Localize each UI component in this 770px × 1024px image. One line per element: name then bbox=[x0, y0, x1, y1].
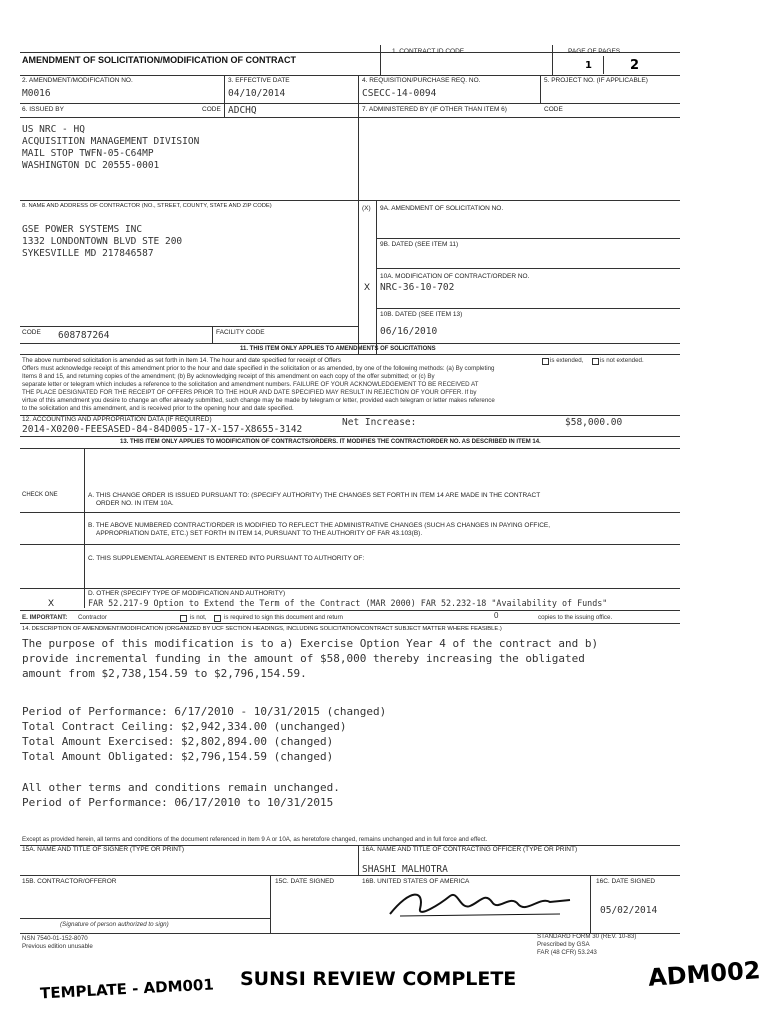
item11-line-3: Items 8 and 15, and returning copies of the amendment; (b) By acknowledging receipt of this amendment on each copy of the offer submitted; or (c) By bbox=[22, 373, 435, 380]
not-extended-checkbox[interactable] bbox=[592, 358, 599, 365]
issuer-line-2: ACQUISITION MANAGEMENT DIVISION bbox=[22, 136, 200, 147]
item12-label: 12. ACCOUNTING AND APPROPRIATION DATA (IF REQUIRED) bbox=[22, 416, 212, 423]
contractor-code-value: 608787264 bbox=[58, 330, 110, 341]
effective-date-label: 3. EFFECTIVE DATE bbox=[228, 77, 290, 84]
item13-d-line: D. OTHER (SPECIFY TYPE OF MODIFICATION AND AUTHORITY) bbox=[88, 590, 286, 597]
item14-line-7: Total Amount Exercised: $2,802,894.00 (changed) bbox=[22, 735, 334, 748]
label-15c: 15C. DATE SIGNED bbox=[275, 878, 335, 885]
item12-value: 2014-X0200-FEESASED-84-84D005-17-X-157-X8655-3142 bbox=[22, 424, 303, 435]
contractor-line-1: GSE POWER SYSTEMS INC bbox=[22, 224, 143, 235]
item10b-value: 06/16/2010 bbox=[380, 326, 438, 337]
item10a-check-mark: X bbox=[364, 282, 371, 292]
amendment-label: 2. AMENDMENT/MODIFICATION NO. bbox=[22, 77, 133, 84]
issuer-code-value: ADCHQ bbox=[228, 105, 257, 116]
officer-name: SHASHI MALHOTRA bbox=[362, 864, 448, 875]
item14-line-6: Total Contract Ceiling: $2,942,334.00 (unchanged) bbox=[22, 720, 347, 733]
item11-title: 11. THIS ITEM ONLY APPLIES TO AMENDMENTS OF SOLICITATIONS bbox=[240, 346, 436, 352]
item10a-value: NRC-36-10-702 bbox=[380, 282, 455, 293]
except-text: Except as provided herein, all terms and conditions of the document referenced in Item 9 A or 10A, as heretofore changed, remains unchanged and in full force and effect. bbox=[22, 836, 488, 843]
item11-line-4: separate letter or telegram which includes a reference to the solicitation and amendment numbers. FAILURE OF YOUR ACKNOWLEDGEMENT TO BE RECEIVED AT bbox=[22, 381, 479, 388]
item13-a-line2: ORDER NO. IN ITEM 10A. bbox=[96, 500, 174, 507]
item14-label: 14. DESCRIPTION OF AMENDMENT/MODIFICATION (ORGANIZED BY UCF SECTION HEADINGS, INCLUDING SOLICITATION/CONTRACT SUBJECT MATTER WHERE FEASIBLE.) bbox=[22, 626, 502, 632]
effective-date-value: 04/10/2014 bbox=[228, 88, 286, 99]
std-form: STANDARD FORM 30 (REV. 10-83) bbox=[537, 933, 637, 940]
item13-title: 13. THIS ITEM ONLY APPLIES TO MODIFICATION OF CONTRACTS/ORDERS. IT MODIFIES THE CONTRACT/ORDER NO. AS DESCRIBED IN ITEM 14. bbox=[120, 439, 541, 445]
amendment-value: M0016 bbox=[22, 88, 51, 99]
issued-by-label: 6. ISSUED BY bbox=[22, 106, 64, 113]
issuer-line-4: WASHINGTON DC 20555-0001 bbox=[22, 160, 160, 171]
item9a-prefix: (X) bbox=[362, 205, 371, 212]
administered-label: 7. ADMINISTERED BY (IF OTHER THAN ITEM 6) bbox=[362, 106, 507, 113]
page-number: 1 bbox=[585, 60, 592, 71]
is-required-checkbox[interactable] bbox=[214, 615, 221, 622]
item13-a-line1: A. THIS CHANGE ORDER IS ISSUED PURSUANT TO: (SPECIFY AUTHORITY) THE CHANGES SET FORTH IN ITEM 14 ARE MADE IN THE CONTRACT bbox=[88, 492, 541, 499]
label-15b: 15B. CONTRACTOR/OFFEROR bbox=[22, 878, 117, 885]
total-pages: 2 bbox=[630, 58, 640, 73]
is-required-text: is required to sign this document and return bbox=[224, 614, 344, 621]
code-label: CODE bbox=[202, 106, 221, 113]
item14-line-1: The purpose of this modification is to a) Exercise Option Year 4 of the contract and b) bbox=[22, 637, 599, 650]
item14-line-3: amount from $2,738,154.59 to $2,796,154.59. bbox=[22, 667, 307, 680]
adm-stamp: ADM002 bbox=[647, 956, 762, 992]
item13-d-value: FAR 52.217-9 Option to Extend the Term of the Contract (MAR 2000) FAR 52.232-18 "Availability of Funds" bbox=[88, 598, 608, 608]
item13-d-mark: X bbox=[48, 598, 55, 608]
label-16b: 16B. UNITED STATES OF AMERICA bbox=[362, 878, 470, 885]
copies-text: copies to the issuing office. bbox=[538, 614, 613, 621]
extended-checkbox[interactable] bbox=[542, 358, 549, 365]
prescribed: Prescribed by GSA bbox=[537, 941, 590, 948]
important-label: E. IMPORTANT: bbox=[22, 614, 68, 621]
requisition-label: 4. REQUISITION/PURCHASE REQ. NO. bbox=[362, 77, 481, 84]
prev-edition: Previous edition unusable bbox=[22, 943, 93, 950]
label-16a: 16A. NAME AND TITLE OF CONTRACTING OFFICER (TYPE OR PRINT) bbox=[362, 846, 578, 853]
is-extended-text: is extended, bbox=[550, 357, 584, 364]
requisition-value: CSECC-14-0094 bbox=[362, 88, 437, 99]
copies-value: 0 bbox=[494, 611, 499, 620]
facility-code-label: FACILITY CODE bbox=[216, 329, 265, 336]
signature bbox=[380, 884, 580, 924]
label-16c: 16C. DATE SIGNED bbox=[596, 878, 656, 885]
contractor-code-label: CODE bbox=[22, 329, 41, 336]
net-increase-label: Net Increase: bbox=[342, 417, 417, 428]
check-one-label: CHECK ONE bbox=[22, 492, 58, 498]
item14-line-8: Total Amount Obligated: $2,796,154.59 (changed) bbox=[22, 750, 334, 763]
item9a-label: 9A. AMENDMENT OF SOLICITATION NO. bbox=[380, 205, 504, 212]
template-stamp: TEMPLATE - ADM001 bbox=[39, 975, 215, 1003]
item11-line-6: virtue of this amendment you desire to change an offer already submitted, such change may be made by telegram or letter, provided each telegram or letter makes reference bbox=[22, 397, 495, 404]
item11-line-7: to the solicitation and this amendment, and is received prior to the opening hour and date specified. bbox=[22, 405, 294, 412]
issuer-line-1: US NRC - HQ bbox=[22, 124, 85, 135]
is-not-extended-text: is not extended. bbox=[600, 357, 644, 364]
contractor-text: Contractor bbox=[78, 614, 107, 621]
item10b-label: 10B. DATED (SEE ITEM 13) bbox=[380, 311, 463, 318]
item13-b-line2: APPROPRIATION DATE, ETC.) SET FORTH IN ITEM 14, PURSUANT TO THE AUTHORITY OF FAR 43.103(B). bbox=[96, 530, 423, 537]
contractor-line-3: SYKESVILLE MD 217846587 bbox=[22, 248, 154, 259]
item14-line-11: Period of Performance: 06/17/2010 to 10/31/2015 bbox=[22, 796, 334, 809]
label-15a: 15A. NAME AND TITLE OF SIGNER (TYPE OR PRINT) bbox=[22, 846, 185, 853]
item11-line-2: Offers must acknowledge receipt of this amendment prior to the hour and date specified in the solicitation or as amended, by one of the following methods: (a) By completing bbox=[22, 365, 495, 372]
item13-c-line: C. THIS SUPPLEMENTAL AGREEMENT IS ENTERED INTO PURSUANT TO AUTHORITY OF: bbox=[88, 555, 365, 562]
code7-label: CODE bbox=[544, 106, 563, 113]
issuer-line-3: MAIL STOP TWFN-05-C64MP bbox=[22, 148, 154, 159]
page-of-pages-label: PAGE OF PAGES bbox=[568, 48, 621, 55]
form-title: AMENDMENT OF SOLICITATION/MODIFICATION OF CONTRACT bbox=[22, 55, 296, 65]
contractor-label: 8. NAME AND ADDRESS OF CONTRACTOR (NO., STREET, COUNTY, STATE AND ZIP CODE) bbox=[22, 203, 272, 209]
item13-b-line1: B. THE ABOVE NUMBERED CONTRACT/ORDER IS MODIFIED TO REFLECT THE ADMINISTRATIVE CHANGES (SUCH AS CHANGES IN PAYING OFFICE, bbox=[88, 522, 551, 529]
date-16c: 05/02/2014 bbox=[600, 905, 658, 916]
nsn: NSN 7540-01-152-8070 bbox=[22, 935, 88, 942]
item11-line-5: THE PLACE DESIGNATED FOR THE RECEIPT OF OFFERS PRIOR TO THE HOUR AND DATE SPECIFIED MAY RESULT IN REJECTION OF YOUR OFFER. If by bbox=[22, 389, 477, 396]
item14-line-5: Period of Performance: 6/17/2010 - 10/31/2015 (changed) bbox=[22, 705, 387, 718]
sunsi-stamp: SUNSI REVIEW COMPLETE bbox=[240, 968, 517, 990]
is-not-text: is not, bbox=[190, 614, 207, 621]
net-increase-value: $58,000.00 bbox=[565, 417, 623, 428]
item9b-label: 9B. DATED (SEE ITEM 11) bbox=[380, 241, 459, 248]
item14-line-2: provide incremental funding in the amount of $58,000 thereby increasing the obligated bbox=[22, 652, 585, 665]
item10a-label: 10A. MODIFICATION OF CONTRACT/ORDER NO. bbox=[380, 273, 530, 280]
contract-id-code-label: 1. CONTRACT ID CODE bbox=[392, 48, 465, 55]
item11-line-1: The above numbered solicitation is amended as set forth in Item 14. The hour and date specified for receipt of Offers bbox=[22, 357, 341, 364]
is-not-checkbox[interactable] bbox=[180, 615, 187, 622]
item14-line-10: All other terms and conditions remain unchanged. bbox=[22, 781, 340, 794]
contractor-line-2: 1332 LONDONTOWN BLVD STE 200 bbox=[22, 236, 183, 247]
signature-person: (Signature of person authorized to sign) bbox=[60, 921, 169, 928]
far-cfr: FAR (48 CFR) 53.243 bbox=[537, 949, 597, 956]
project-label: 5. PROJECT NO. (IF APPLICABLE) bbox=[544, 77, 648, 84]
